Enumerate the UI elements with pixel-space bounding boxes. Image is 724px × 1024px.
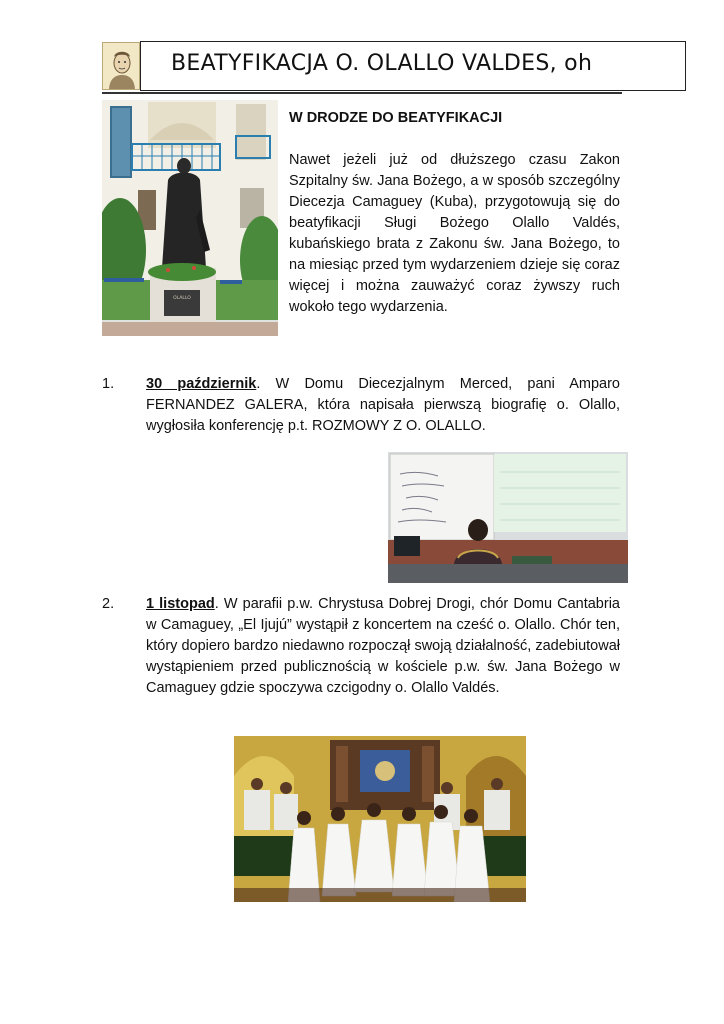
page-title: BEATYFIKACJA O. OLALLO VALDES, oh <box>171 51 593 76</box>
conference-photo <box>388 452 628 583</box>
list-item <box>102 374 620 437</box>
item-date: 30 październik <box>146 376 257 392</box>
friar-portrait-icon <box>102 42 140 90</box>
section-heading: W DRODZE DO BEATYFIKACJI <box>289 110 503 126</box>
item-text: . W Domu Diecezjalnym Merced, pani Amparo FERNANDEZ GALERA, która napisała pierwszą biografię o. Olallo, wygłosiła konferencję p.t. ROZMOWY Z O. OLALLO. <box>146 376 620 434</box>
item-number: 2. <box>102 596 115 612</box>
statue-photo <box>102 100 278 336</box>
choir-photo <box>234 736 526 902</box>
header-divider <box>102 92 622 94</box>
item-body <box>126 594 620 699</box>
title-box <box>140 41 686 91</box>
intro-paragraph: Nawet jeżeli już od dłuższego czasu Zakon Szpitalny św. Jana Bożego, a w sposób szczególny Diecezja Camaguey (Kuba), przygotowują się do beatyfikacji Sługi Bożego Olallo Valdés, kubańskiego brata z Zakonu św. Jana Bożego, to na miesiąc przed tym wydarzeniem dzieje się coraz więcej i można zauważyć coraz żywszy ruch wokoło tego wydarzenia. <box>289 152 620 315</box>
item-date: 1 listopad <box>146 596 215 612</box>
list-item <box>102 594 620 699</box>
statue-plaque-text: OLALLO <box>173 296 191 301</box>
item-body <box>126 374 620 437</box>
item-number: 1. <box>102 376 115 392</box>
item-text: . W parafii p.w. Chrystusa Dobrej Drogi, chór Domu Cantabria w Camaguey, „El Ijujú” wystąpił z koncertem na cześć o. Olallo. Chór ten, który dopiero bardzo niedawno rozpoczął swoją działalność, zadebiutował wystąpieniem przed publicznością w kościele p.w. św. Jana Bożego w Camaguey gdzie spoczywa czcigodny o. Olallo Valdés. <box>146 596 620 696</box>
